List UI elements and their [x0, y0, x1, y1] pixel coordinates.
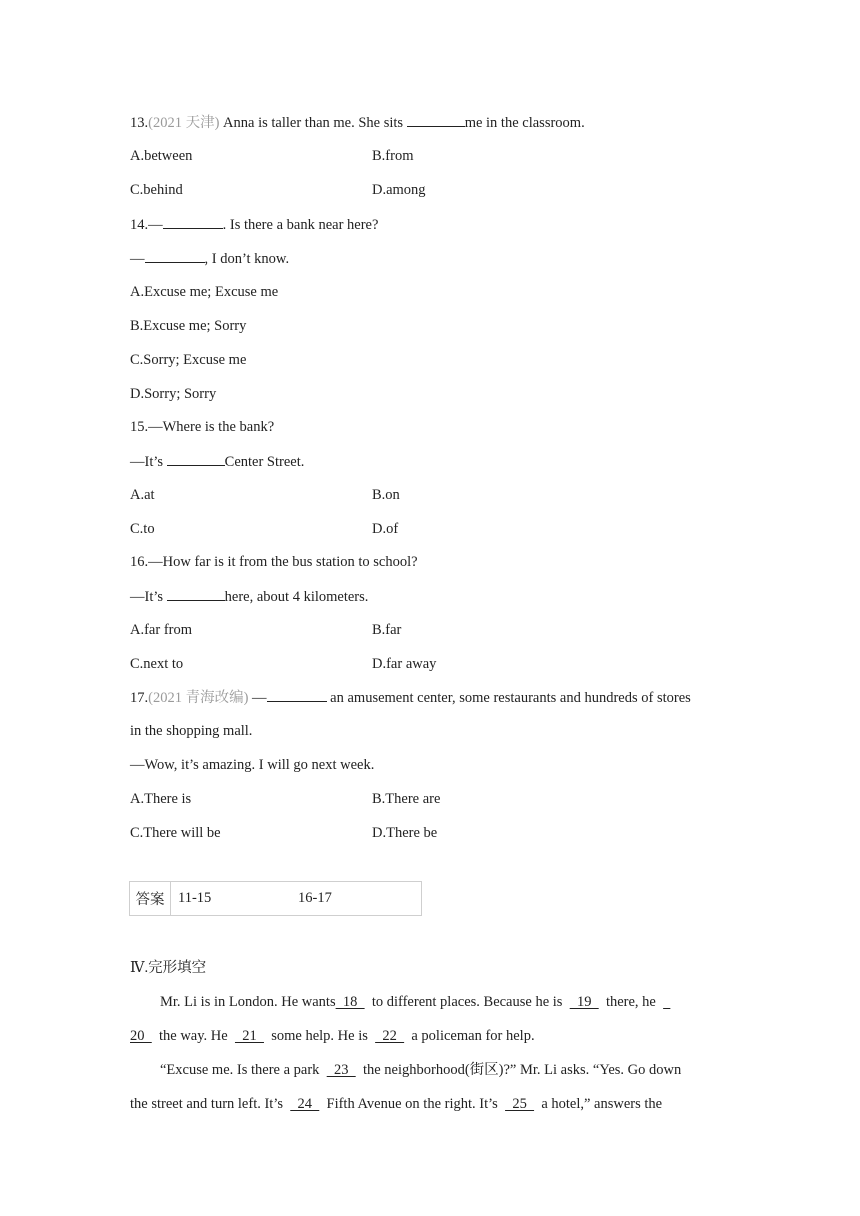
option-c: C.next to [130, 656, 184, 672]
question-source: (2021 青海改编) [148, 690, 249, 706]
passage-line-1 [160, 992, 670, 1012]
answer-blank [145, 248, 205, 263]
blank-22: 22 [375, 1028, 405, 1044]
blank-25: 25 [505, 1096, 535, 1112]
option-c: C.to [130, 521, 155, 537]
option-b: B.far [372, 622, 402, 638]
question-16-line2 [130, 586, 368, 607]
stem-text: an amusement center, some restaurants and hundreds of stores [326, 690, 691, 706]
stem-text: Anna is taller than me. She sits [219, 115, 407, 131]
blank-20: 20 [130, 1028, 152, 1044]
stem-text: Center Street. [224, 454, 305, 470]
question-14-line2 [130, 248, 289, 269]
blank-24: 24 [290, 1096, 320, 1112]
passage-line-2 [130, 1026, 535, 1046]
option-d: D.far away [372, 656, 437, 672]
blank-18: 18 [335, 994, 365, 1010]
option-d: D.Sorry; Sorry [130, 386, 217, 402]
question-16-line1: 16.—How far is it from the bus station to school? [130, 554, 418, 570]
option-a: A.at [130, 487, 155, 503]
question-17-line3: —Wow, it’s amazing. I will go next week. [130, 757, 375, 773]
stem-text: —It’s [130, 589, 167, 605]
answer-blank [267, 687, 327, 702]
option-c: C.behind [130, 182, 183, 198]
passage-text: some help. He is [263, 1028, 376, 1044]
passage-text: there, he [598, 994, 664, 1010]
option-d: D.There be [372, 825, 438, 841]
answer-blank [167, 451, 225, 466]
option-c: C.Sorry; Excuse me [130, 352, 247, 368]
blank-19: 19 [569, 994, 599, 1010]
answer-blank [163, 214, 223, 229]
answer-blank [407, 112, 465, 127]
stem-text: . Is there a bank near here? [222, 217, 379, 233]
option-a: A.There is [130, 791, 192, 807]
stem-text: — [130, 251, 145, 267]
question-17-line2: in the shopping mall. [130, 723, 253, 739]
passage-text: to different places. Because he is [364, 994, 570, 1010]
blank-20-start [663, 994, 670, 1010]
question-15-line2 [130, 451, 304, 472]
stem-text: me in the classroom. [464, 115, 585, 131]
question-17-line1 [130, 687, 691, 708]
stem-text: , I don’t know. [204, 251, 290, 267]
option-b: B.from [372, 148, 414, 164]
stem-text: here, about 4 kilometers. [224, 589, 369, 605]
option-c: C.There will be [130, 825, 221, 841]
stem-text: —It’s [130, 454, 167, 470]
question-number: 13. [130, 115, 149, 131]
passage-text: Fifth Avenue on the right. It’s [319, 1096, 506, 1112]
option-d: D.of [372, 521, 399, 537]
question-13-stem [130, 112, 585, 133]
option-d: D.among [372, 182, 426, 198]
passage-text: the neighborhood(街区)?” Mr. Li asks. “Yes. Go down [355, 1062, 682, 1078]
answer-range-16-17: 16-17 [298, 890, 332, 906]
blank-23: 23 [326, 1062, 356, 1078]
passage-text: the way. He [151, 1028, 235, 1044]
blank-21: 21 [234, 1028, 264, 1044]
answer-table [129, 881, 422, 916]
question-source: (2021 天津) [148, 115, 220, 131]
answer-label: 答案 [130, 882, 171, 915]
passage-text: a policeman for help. [404, 1028, 535, 1044]
passage-text: a hotel,” answers the [534, 1096, 663, 1112]
answer-blank [167, 586, 225, 601]
question-number: 17. [130, 690, 149, 706]
passage-text: “Excuse me. Is there a park [160, 1062, 327, 1078]
section-title: Ⅳ.完形填空 [130, 960, 207, 976]
passage-text: the street and turn left. It’s [130, 1096, 291, 1112]
question-14-line1 [130, 214, 378, 235]
option-a: A.Excuse me; Excuse me [130, 284, 279, 300]
passage-line-3 [160, 1060, 681, 1080]
passage-line-4 [130, 1094, 662, 1114]
stem-text: — [248, 690, 267, 706]
answer-range-11-15: 11-15 [178, 890, 212, 906]
question-15-line1: 15.—Where is the bank? [130, 419, 275, 435]
option-a: A.between [130, 148, 193, 164]
passage-text: Mr. Li is in London. He wants [160, 994, 336, 1010]
option-b: B.Excuse me; Sorry [130, 318, 247, 334]
option-a: A.far from [130, 622, 193, 638]
option-b: B.There are [372, 791, 441, 807]
option-b: B.on [372, 487, 400, 503]
stem-text: 14.— [130, 217, 163, 233]
